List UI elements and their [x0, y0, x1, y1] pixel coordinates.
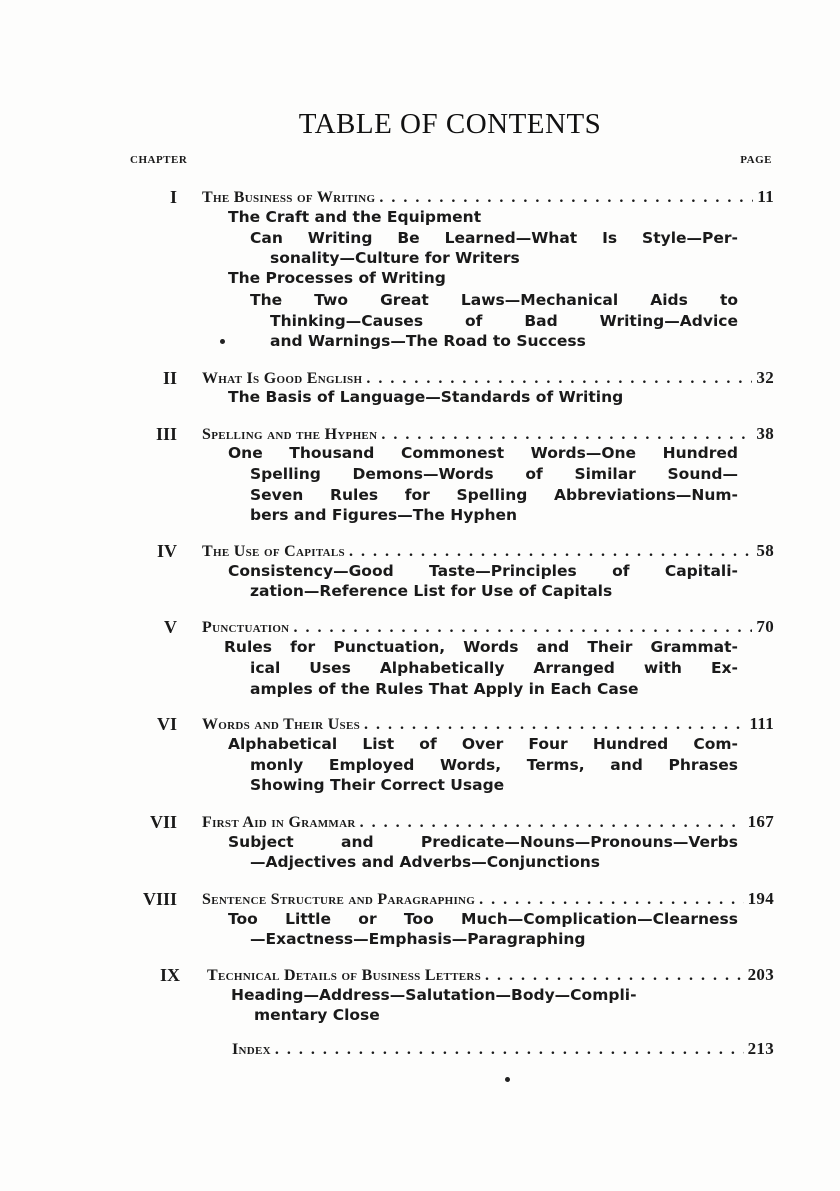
page-column-header: PAGE: [740, 154, 772, 166]
page-title: TABLE OF CONTENTS: [298, 108, 602, 140]
toc-entry-capitals[interactable]: [202, 541, 774, 561]
topic-line: Seven Rules for Spelling Abbreviations—Num-: [250, 486, 738, 504]
topic-line: Spelling Demons—Words of Similar Sound—: [250, 465, 738, 483]
topic-line: sonality—Culture for Writers: [270, 249, 520, 267]
topic-line: Alphabetical List of Over Four Hundred Com-: [228, 735, 738, 753]
topic-line: Too Little or Too Much—Complication—Clearness: [228, 910, 738, 928]
topic-line: Heading—Address—Salutation—Body—Compli-: [231, 986, 637, 1004]
topic-line: Rules for Punctuation, Words and Their Grammat-: [224, 638, 738, 656]
toc-entry-grammar[interactable]: [202, 812, 774, 832]
topic-line: ical Uses Alphabetically Arranged with Ex-: [250, 659, 738, 677]
page-number: 38: [756, 424, 774, 443]
topic-line: amples of the Rules That Apply in Each Case: [250, 680, 639, 698]
toc-entry-punctuation[interactable]: [202, 617, 774, 637]
scan-speck: [505, 1077, 510, 1082]
dot-leader: [366, 370, 752, 388]
dot-leader: [485, 967, 744, 985]
page-number: 58: [756, 541, 774, 560]
topic-line: Thinking—Causes of Bad Writing—Advice: [270, 312, 738, 330]
chapter-number: III: [155, 424, 177, 444]
page-number: 213: [747, 1039, 774, 1058]
chapter-number: I: [169, 187, 177, 207]
topic-line: The Basis of Language—Standards of Writing: [228, 388, 624, 406]
toc-entry-business-letters[interactable]: [207, 965, 774, 985]
topic-line: mentary Close: [254, 1006, 380, 1024]
chapter-heading: The Use of Capitals: [202, 543, 345, 560]
toc-entry-business-of-writing[interactable]: [202, 187, 774, 207]
chapter-heading: The Business of Writing: [202, 189, 376, 206]
topic-line: monly Employed Words, Terms, and Phrases: [250, 756, 738, 774]
dot-leader: [379, 189, 753, 207]
topic-line: One Thousand Commonest Words—One Hundred: [228, 444, 738, 462]
topic-line: Showing Their Correct Usage: [250, 776, 505, 794]
dot-leader: [381, 426, 752, 444]
toc-entry-index[interactable]: [232, 1039, 774, 1059]
page-number: 194: [747, 889, 774, 908]
chapter-number: IV: [156, 541, 177, 561]
dot-leader: [360, 814, 744, 832]
dot-leader: [364, 716, 745, 734]
page-number: 203: [747, 965, 774, 984]
topic-line: and Warnings—The Road to Success: [270, 332, 586, 350]
chapter-heading: First Aid in Grammar: [202, 814, 356, 831]
page-number: 167: [747, 812, 774, 831]
chapter-number: V: [164, 617, 177, 637]
toc-entry-spelling-hyphen[interactable]: [202, 424, 774, 444]
toc-entry-sentence-structure[interactable]: [202, 889, 774, 909]
chapter-heading: Technical Details of Business Letters: [207, 967, 482, 984]
dot-leader: [293, 619, 752, 637]
page-number: 32: [756, 368, 774, 387]
toc-entry-good-english[interactable]: [202, 368, 774, 388]
page-number: 11: [757, 187, 774, 206]
toc-entry-words-uses[interactable]: [202, 714, 774, 734]
chapter-heading: What Is Good English: [202, 370, 363, 387]
dot-leader: [479, 891, 743, 909]
scan-speck: [220, 339, 225, 344]
chapter-number: VIII: [142, 889, 177, 909]
chapter-number: IX: [159, 965, 180, 985]
topic-line: Consistency—Good Taste—Principles of Capitali-: [228, 562, 738, 580]
topic-line: —Adjectives and Adverbs—Conjunctions: [250, 853, 600, 871]
chapter-heading: Words and Their Uses: [202, 716, 361, 733]
dot-leader: [349, 543, 752, 561]
topic-line: Can Writing Be Learned—What Is Style—Per-: [250, 229, 738, 247]
index-heading: Index: [232, 1041, 271, 1058]
chapter-column-header: CHAPTER: [130, 154, 188, 166]
topic-line: The Two Great Laws—Mechanical Aids to: [250, 291, 738, 309]
topic-line: Subject and Predicate—Nouns—Pronouns—Verbs: [228, 833, 738, 851]
page-number: 111: [749, 714, 774, 733]
dot-leader: [275, 1041, 744, 1059]
topic-line: The Craft and the Equipment: [228, 208, 482, 226]
chapter-number: II: [162, 368, 177, 388]
chapter-heading: Spelling and the Hyphen: [202, 426, 378, 443]
chapter-heading: Sentence Structure and Paragraphing: [202, 891, 476, 908]
chapter-number: VII: [149, 812, 177, 832]
chapter-heading: Punctuation: [202, 619, 290, 636]
topic-line: zation—Reference List for Use of Capitals: [250, 582, 613, 600]
topic-line: bers and Figures—The Hyphen: [250, 506, 518, 524]
topic-line: The Processes of Writing: [228, 269, 446, 287]
page-number: 70: [756, 617, 774, 636]
chapter-number: VI: [156, 714, 177, 734]
topic-line: —Exactness—Emphasis—Paragraphing: [250, 930, 586, 948]
